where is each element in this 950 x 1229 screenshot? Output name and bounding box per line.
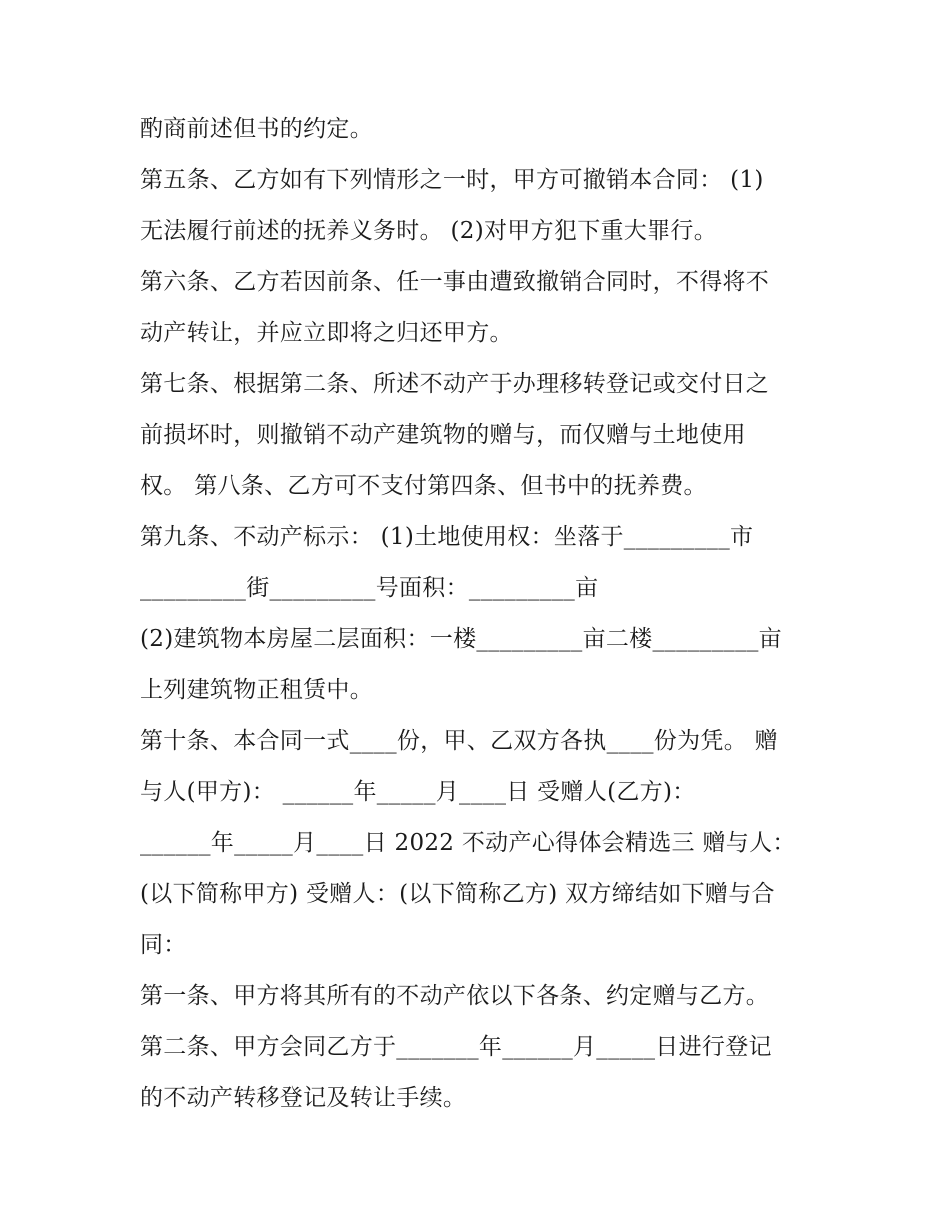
text-line: 上列建筑物正租赁中。 — [140, 677, 373, 703]
text-line: 酌商前述但书的约定。 — [140, 116, 373, 142]
text-line: 与人(甲方)： ______年_____月____日 受赠人(乙方)： — [140, 779, 696, 805]
text-line: 第十条、本合同一式____份，甲、乙双方各执____份为凭。 赠 — [140, 728, 778, 754]
text-line: 前损坏时，则撤销不动产建筑物的赠与，而仅赠与土地使用 — [140, 422, 746, 448]
text-line: 第五条、乙方如有下列情形之一时，甲方可撤销本合同： (1) — [140, 167, 764, 193]
text-line: 同： — [140, 932, 187, 958]
text-line: (以下简称甲方) 受赠人：(以下简称乙方) 双方缔结如下赠与合 — [140, 881, 775, 907]
text-line: 的不动产转移登记及转让手续。 — [140, 1085, 467, 1111]
text-line: 权。 第八条、乙方可不支付第四条、但书中的抚养费。 — [140, 473, 707, 499]
text-line: _________街_________号面积：_________亩 — [140, 575, 599, 601]
text-line: 动产转让，并应立即将之归还甲方。 — [140, 320, 513, 346]
text-line: 第六条、乙方若因前条、任一事由遭致撤销合同时，不得将不 — [140, 269, 770, 295]
text-line: (2)建筑物本房屋二层面积：一楼_________亩二楼_________亩 — [140, 626, 782, 652]
text-line: 第九条、不动产标示： (1)土地使用权：坐落于_________市 — [140, 524, 754, 550]
text-line: 第七条、根据第二条、所述不动产于办理移转登记或交付日之 — [140, 371, 770, 397]
document-body — [140, 104, 820, 1124]
text-line: ______年_____月____日 2022 不动产心得体会精选三 赠与人： — [140, 830, 796, 856]
text-line: 第二条、甲方会同乙方于_______年______月_____日进行登记 — [140, 1034, 772, 1060]
text-line: 第一条、甲方将其所有的不动产依以下各条、约定赠与乙方。 — [140, 983, 770, 1009]
text-line: 无法履行前述的抚养义务时。 (2)对甲方犯下重大罪行。 — [140, 218, 717, 244]
